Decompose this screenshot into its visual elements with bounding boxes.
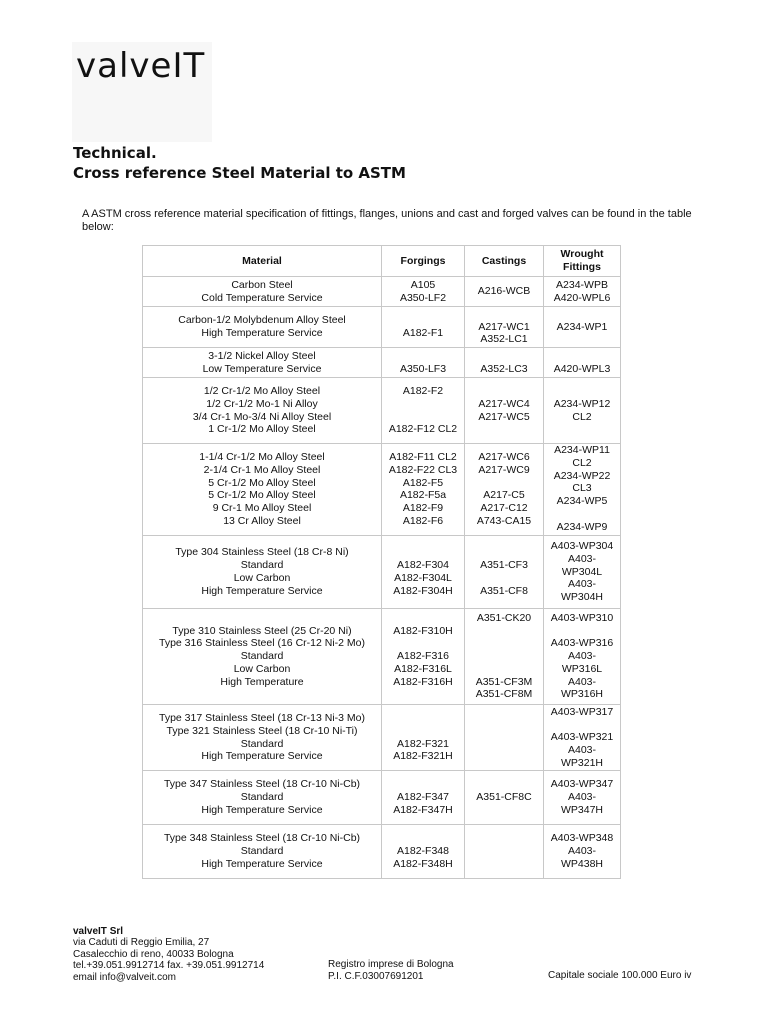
castings-cell: A351-CK20 A351-CF3M A351-CF8M	[465, 609, 544, 705]
header-material: Material	[143, 246, 382, 277]
wrought-cell: A403-WP347 A403- WP347H	[544, 771, 621, 825]
material-cell: Type 347 Stainless Steel (18 Cr-10 Ni-Cb) Standard High Temperature Service	[143, 771, 382, 825]
cross-reference-table	[142, 245, 621, 879]
table-row	[143, 825, 621, 879]
forgings-cell: A182-F2 A182-F12 CL2	[382, 378, 465, 444]
header-forgings: Forgings	[382, 246, 465, 277]
table-row	[143, 378, 621, 444]
material-cell: 1/2 Cr-1/2 Mo Alloy Steel 1/2 Cr-1/2 Mo-1 Ni Alloy 3/4 Cr-1 Mo-3/4 Ni Alloy Steel 1 Cr-1/2 Mo Alloy Steel	[143, 378, 382, 444]
table-row	[143, 609, 621, 705]
forgings-cell: A182-F348 A182-F348H	[382, 825, 465, 879]
table-row	[143, 444, 621, 536]
castings-cell: A217-WC4 A217-WC5	[465, 378, 544, 444]
castings-cell	[465, 825, 544, 879]
castings-cell: A352-LC3	[465, 348, 544, 378]
forgings-cell: A182-F310H A182-F316 A182-F316L A182-F316H	[382, 609, 465, 705]
forgings-cell: A182-F11 CL2 A182-F22 CL3 A182-F5 A182-F5a A182-F9 A182-F6	[382, 444, 465, 536]
material-cell: Type 310 Stainless Steel (25 Cr-20 Ni) Type 316 Stainless Steel (16 Cr-12 Ni-2 Mo) Standard Low Carbon High Temperature	[143, 609, 382, 705]
table-row	[143, 705, 621, 771]
castings-cell: A351-CF3 A351-CF8	[465, 536, 544, 609]
forgings-cell: A182-F304 A182-F304L A182-F304H	[382, 536, 465, 609]
table-row	[143, 348, 621, 378]
wrought-cell: A403-WP310 A403-WP316 A403- WP316L A403- WP316H	[544, 609, 621, 705]
table-header-row	[143, 246, 621, 277]
wrought-cell: A420-WPL3	[544, 348, 621, 378]
wrought-cell: A403-WP348 A403- WP438H	[544, 825, 621, 879]
page-subtitle: Cross reference Steel Material to ASTM	[73, 164, 406, 182]
material-cell: 1-1/4 Cr-1/2 Mo Alloy Steel 2-1/4 Cr-1 Mo Alloy Steel 5 Cr-1/2 Mo Alloy Steel 5 Cr-1/2 Mo Alloy Steel 9 Cr-1 Mo Alloy Steel 13 Cr Alloy Steel	[143, 444, 382, 536]
material-cell: Type 304 Stainless Steel (18 Cr-8 Ni) Standard Low Carbon High Temperature Service	[143, 536, 382, 609]
footer-address: via Caduti di Reggio Emilia, 27 Casalecchio di reno, 40033 Bologna tel.+39.051.9912714 fax. +39.051.9912714 email info@valveit.com	[73, 937, 265, 983]
table-row	[143, 307, 621, 348]
forgings-cell: A105 A350-LF2	[382, 277, 465, 307]
forgings-cell: A182-F1	[382, 307, 465, 348]
intro-paragraph: A ASTM cross reference material specification of fittings, flanges, unions and cast and forged valves can be found in the table below:	[82, 208, 692, 233]
castings-cell: A351-CF8C	[465, 771, 544, 825]
forgings-cell: A182-F321 A182-F321H	[382, 705, 465, 771]
castings-cell	[465, 705, 544, 771]
table-row	[143, 277, 621, 307]
wrought-cell: A234-WP12 CL2	[544, 378, 621, 444]
material-cell: Type 348 Stainless Steel (18 Cr-10 Ni-Cb) Standard High Temperature Service	[143, 825, 382, 879]
table-row	[143, 536, 621, 609]
material-cell: 3-1/2 Nickel Alloy Steel Low Temperature Service	[143, 348, 382, 378]
footer-registry: Registro imprese di Bologna P.I. C.F.03007691201	[328, 959, 454, 982]
page-title: Technical.	[73, 144, 157, 162]
wrought-cell: A234-WP1	[544, 307, 621, 348]
wrought-cell: A234-WP11 CL2 A234-WP22 CL3 A234-WP5 A234-WP9	[544, 444, 621, 536]
brand-logo: valveIT	[76, 46, 206, 86]
wrought-cell: A403-WP304 A403- WP304L A403- WP304H	[544, 536, 621, 609]
castings-cell: A217-WC6 A217-WC9 A217-C5 A217-C12 A743-CA15	[465, 444, 544, 536]
header-wrought-fittings: Wrought Fittings	[544, 246, 621, 277]
material-cell: Type 317 Stainless Steel (18 Cr-13 Ni-3 Mo) Type 321 Stainless Steel (18 Cr-10 Ni-Ti) Standard High Temperature Service	[143, 705, 382, 771]
wrought-cell: A234-WPB A420-WPL6	[544, 277, 621, 307]
material-cell: Carbon-1/2 Molybdenum Alloy Steel High Temperature Service	[143, 307, 382, 348]
material-cell: Carbon Steel Cold Temperature Service	[143, 277, 382, 307]
forgings-cell: A350-LF3	[382, 348, 465, 378]
wrought-cell: A403-WP317 A403-WP321 A403- WP321H	[544, 705, 621, 771]
castings-cell: A217-WC1 A352-LC1	[465, 307, 544, 348]
forgings-cell: A182-F347 A182-F347H	[382, 771, 465, 825]
table-row	[143, 771, 621, 825]
castings-cell: A216-WCB	[465, 277, 544, 307]
footer-capital: Capitale sociale 100.000 Euro iv	[548, 970, 692, 981]
footer-company-name: valveIT Srl	[73, 926, 124, 937]
header-castings: Castings	[465, 246, 544, 277]
